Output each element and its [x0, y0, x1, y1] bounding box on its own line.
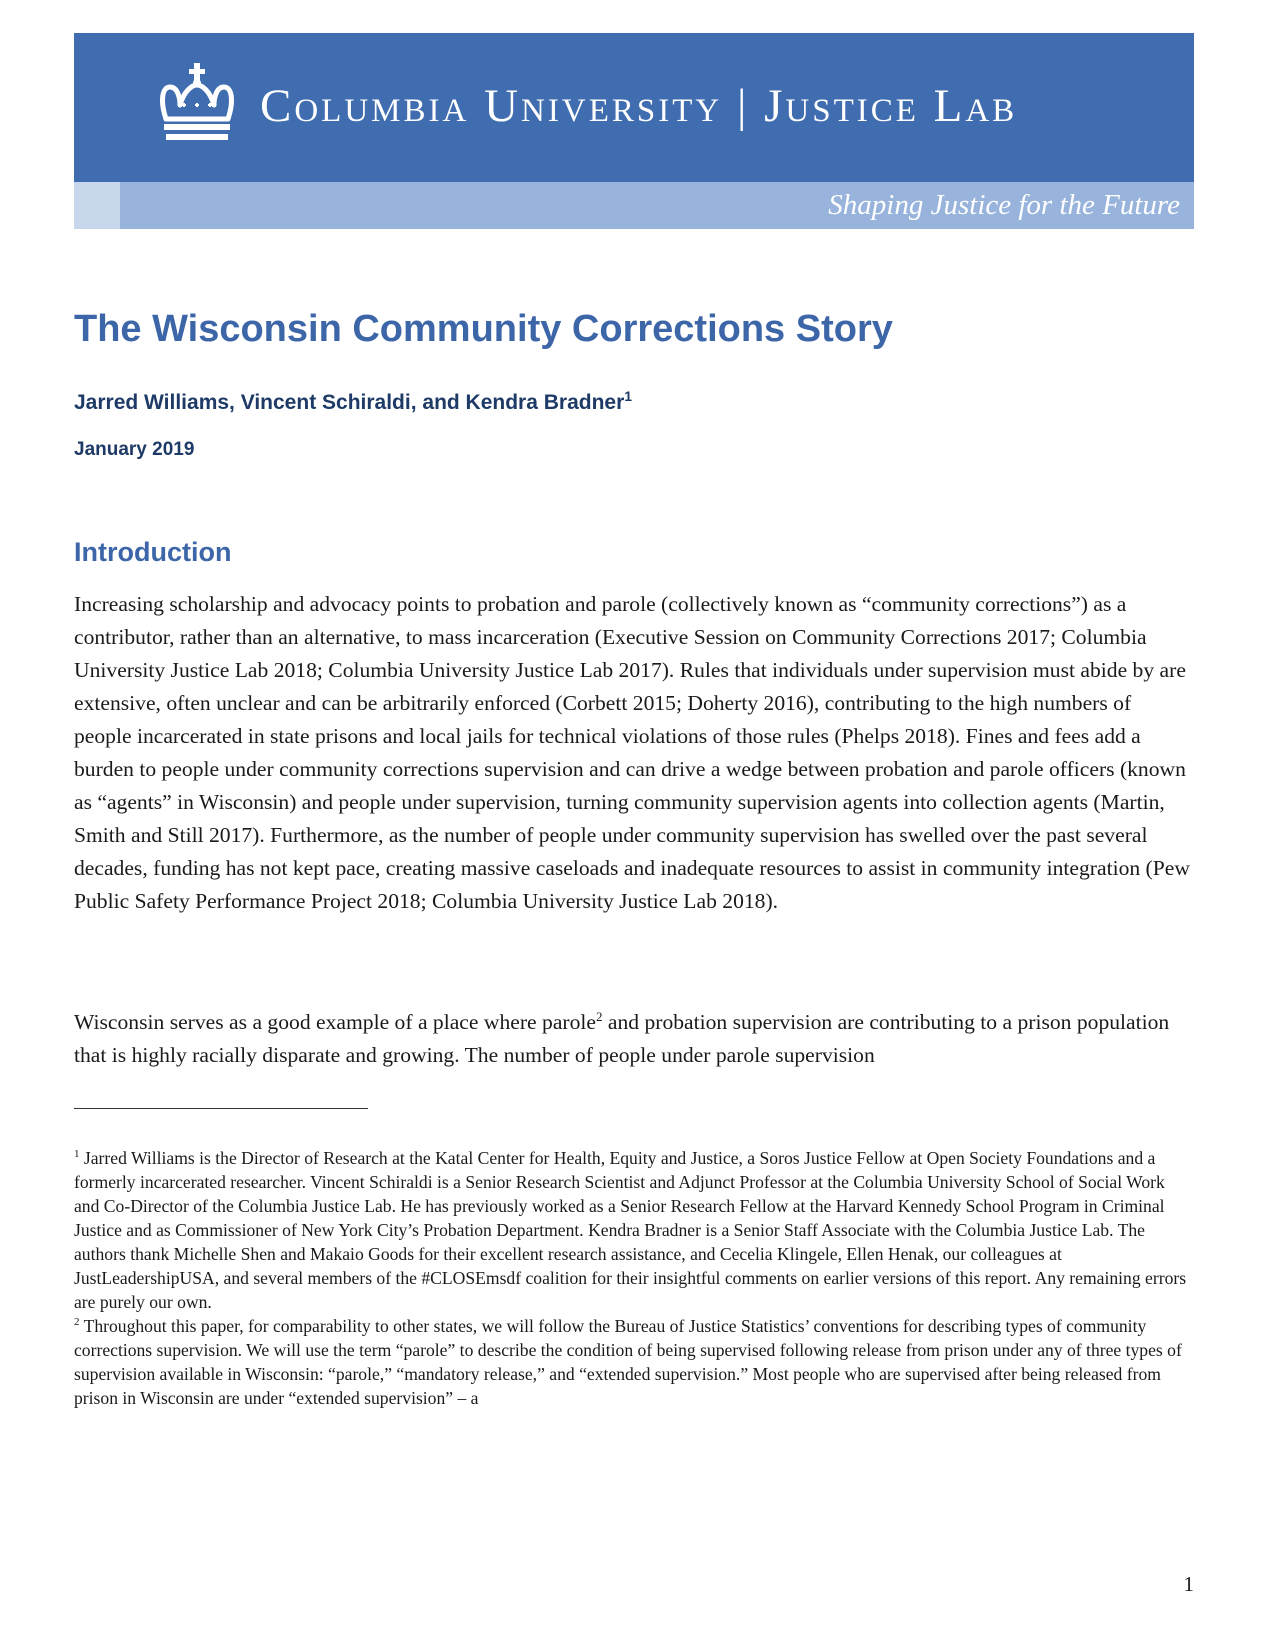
footnote-mark-2[interactable]: 2 [595, 1008, 603, 1024]
footnote-2 [74, 1314, 1194, 1410]
institution-tagline: Shaping Justice for the Future [828, 189, 1180, 221]
author-names: Jarred Williams, Vincent Schiraldi, and Kendra Bradner [74, 391, 625, 414]
header-banner [74, 33, 1194, 229]
intro-paragraph-1: Increasing scholarship and advocacy points to probation and parole (collectively known as “community corrections”) as a contributor, rather than an alternative, to mass incarceration (Executive Session on Community Corrections 2017; Columbia University Justice Lab 2018; Columbia University Justice Lab 2017). Rules that individuals under supervision must abide by are extensive, often unclear and can be arbitrarily enforced (Corbett 2015; Doherty 2016), contributing to the high numbers of people incarcerated in state prisons and local jails for technical violations of those rules (Phelps 2018). Fines and fees add a burden to people under community corrections supervision and can drive a wedge between probation and parole officers (known as “agents” in Wisconsin) and people under supervision, turning community supervision agents into collection agents (Martin, Smith and Still 2017). Furthermore, as the number of people under community supervision has swelled over the past several decades, funding has not kept pace, creating massive caseloads and inadequate resources to assist in community integration (Pew Public Safety Performance Project 2018; Columbia University Justice Lab 2018). [74, 592, 1190, 913]
author-footnote-mark[interactable]: 1 [624, 388, 633, 404]
institution-name: Columbia University | Justice Lab [260, 80, 1018, 132]
crown-icon [152, 61, 242, 145]
intro-paragraph-2 [74, 1006, 1194, 1072]
footnote-divider [74, 1108, 368, 1109]
paragraph-text: Wisconsin serves as a good example of a place where parole [74, 1010, 596, 1034]
paragraph-text: and probation supervision are contributing to a prison population that is highly racially disparate and growing. The number of people under parole supervision [74, 1010, 1170, 1067]
footnote-text: Throughout this paper, for comparability to other states, we will follow the Bureau of Justice Statistics’ conventions for describing types of community corrections supervision. We will use the term “parole” to describe the condition of being supervised following release from prison under any of three types of supervision available in Wisconsin: “parole,” “mandatory release,” and “extended supervision.” Most people who are supervised after being released from prison in Wisconsin are under “extended supervision” – a [74, 1316, 1182, 1408]
author-list [74, 388, 632, 415]
footnote-number: 1 [74, 1148, 80, 1161]
document-title: The Wisconsin Community Corrections Story [74, 308, 893, 350]
page-number: 1 [1183, 1572, 1194, 1596]
banner-accent-top [74, 33, 120, 182]
footnotes [74, 1146, 1194, 1410]
footnote-number: 2 [74, 1316, 80, 1329]
footnote-text: Jarred Williams is the Director of Research at the Katal Center for Health, Equity and Justice, a Soros Justice Fellow at Open Society Foundations and a formerly incarcerated researcher. Vincent Schiraldi is a Senior Research Scientist and Adjunct Professor at the Columbia University School of Social Work and Co-Director of the Columbia Justice Lab. He has previously worked as a Senior Research Fellow at the Harvard Kennedy School Program in Criminal Justice and as Commissioner of New York City’s Probation Department. Kendra Bradner is a Senior Staff Associate with the Columbia Justice Lab. The authors thank Michelle Shen and Makaio Goods for their excellent research assistance, and Cecelia Klingele, Ellen Henak, our colleagues at JustLeadershipUSA, and several members of the #CLOSEmsdf coalition for their insightful comments on earlier versions of this report. Any remaining errors are purely our own. [74, 1148, 1187, 1312]
publication-date: January 2019 [74, 439, 195, 460]
footnote-1 [74, 1146, 1194, 1314]
section-heading-introduction: Introduction [74, 537, 232, 567]
